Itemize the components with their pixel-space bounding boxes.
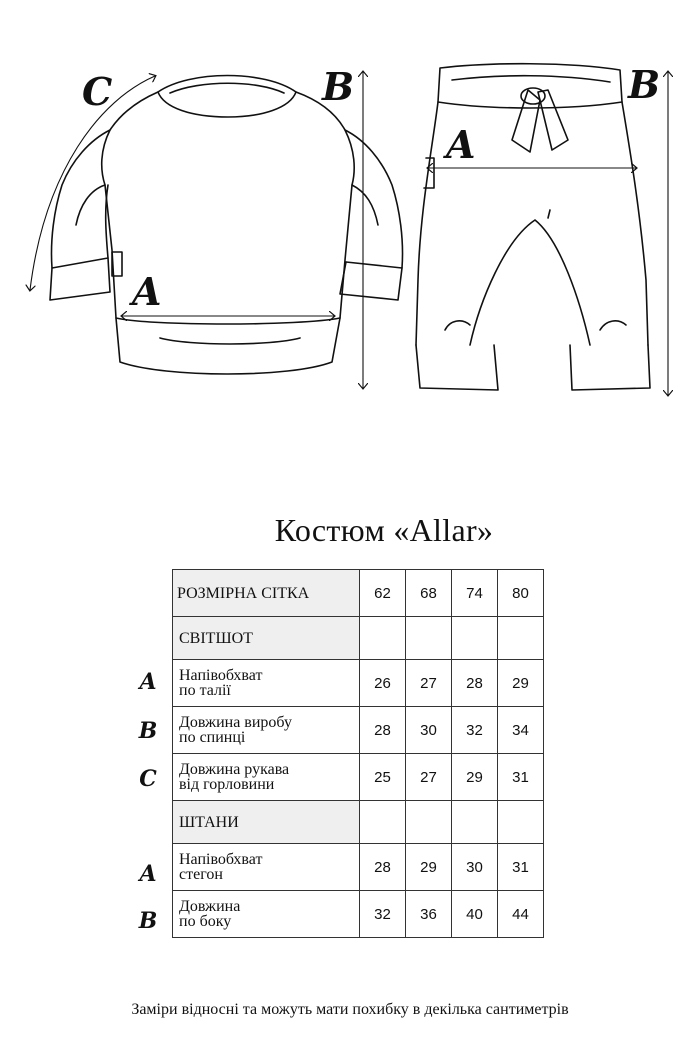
- table-cell: 34: [498, 707, 544, 754]
- section-row-pants: [173, 801, 544, 844]
- table-cell: 29: [452, 754, 498, 801]
- row-label: [173, 844, 360, 891]
- row-label-line: стегон: [179, 866, 223, 883]
- table-row: [173, 660, 544, 707]
- row-label-line: Напівобхват: [179, 667, 263, 684]
- table-cell: 25: [360, 754, 406, 801]
- pants-label-b: B: [628, 62, 661, 107]
- row-label: [173, 707, 360, 754]
- row-label: [173, 891, 360, 938]
- page-title: Костюм «Allar»: [274, 512, 494, 548]
- footnote: Заміри відносні та можуть мати похибку в декілька сантиметрів: [131, 1001, 569, 1018]
- table-row: [173, 754, 544, 801]
- table-cell: 30: [452, 844, 498, 891]
- table-row: [173, 891, 544, 938]
- row-label: [173, 660, 360, 707]
- size-header: 62: [360, 570, 406, 617]
- table-cell: 27: [406, 754, 452, 801]
- row-label-line: Довжина: [179, 898, 241, 915]
- table-cell: 27: [406, 660, 452, 707]
- table-cell: 31: [498, 754, 544, 801]
- section-row-sweatshirt: [173, 617, 544, 660]
- size-header: 74: [452, 570, 498, 617]
- table-cell: 36: [406, 891, 452, 938]
- size-header: 80: [498, 570, 544, 617]
- table-cell: 28: [360, 844, 406, 891]
- table-cell: 32: [360, 891, 406, 938]
- table-cell: 29: [498, 660, 544, 707]
- table-cell: 28: [360, 707, 406, 754]
- table-row: [173, 844, 544, 891]
- size-header: 68: [406, 570, 452, 617]
- sweatshirt-label-c: C: [82, 69, 113, 114]
- garment-illustration: [0, 0, 700, 470]
- pants-drawing: [416, 64, 650, 390]
- table-header-label: РОЗМІРНА СІТКА: [173, 570, 360, 617]
- size-chart-table: [172, 569, 544, 938]
- row-marker-sweatshirt-b: B: [138, 718, 158, 744]
- row-marker-sweatshirt-c: C: [139, 766, 157, 792]
- table-cell: 40: [452, 891, 498, 938]
- row-marker-sweatshirt-a: A: [139, 669, 157, 695]
- row-label: [173, 754, 360, 801]
- row-marker-pants-b: B: [138, 908, 158, 934]
- section-title: СВІТШОТ: [173, 617, 360, 660]
- row-label-line: по спинці: [179, 729, 246, 746]
- row-marker-pants-a: A: [139, 861, 157, 887]
- sweatshirt-label-a: A: [132, 269, 162, 314]
- row-label-line: Довжина рукава: [179, 761, 290, 778]
- row-label-line: Довжина виробу: [179, 714, 292, 731]
- table-header-row: [173, 570, 544, 617]
- sweatshirt-label-b: B: [322, 64, 355, 109]
- table-cell: 29: [406, 844, 452, 891]
- section-title: ШТАНИ: [173, 801, 360, 844]
- row-label-line: по талії: [179, 682, 231, 699]
- table-row: [173, 707, 544, 754]
- row-label-line: від горловини: [179, 776, 275, 793]
- garment-sketch: [0, 0, 700, 470]
- table-cell: 31: [498, 844, 544, 891]
- sweatshirt-drawing: [50, 76, 403, 375]
- table-cell: 44: [498, 891, 544, 938]
- table-cell: 32: [452, 707, 498, 754]
- row-label-line: Напівобхват: [179, 851, 263, 868]
- pants-label-a: A: [446, 122, 476, 167]
- row-label-line: по боку: [179, 913, 232, 930]
- table-cell: 30: [406, 707, 452, 754]
- table-cell: 26: [360, 660, 406, 707]
- table-cell: 28: [452, 660, 498, 707]
